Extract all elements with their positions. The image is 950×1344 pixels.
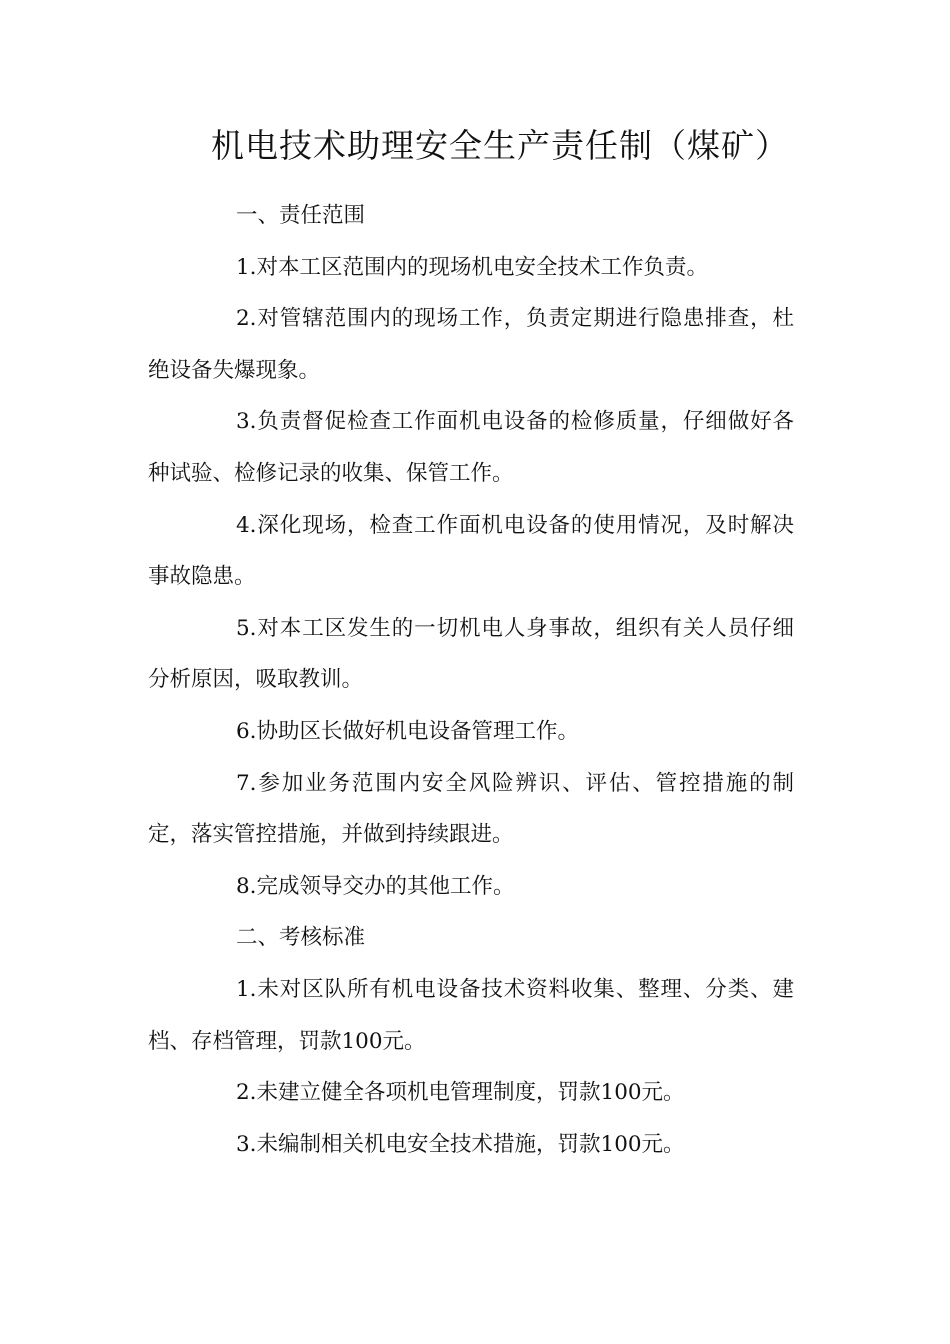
responsibility-item-1: 1.对本工区范围内的现场机电安全技术工作负责。	[236, 254, 709, 280]
document-title: 机电技术助理安全生产责任制（煤矿）	[211, 126, 789, 165]
responsibility-item-3: 3.负责督促检查工作面机电设备的检修质量，仔细做好各种试验、检修记录的收集、保管工作。	[148, 409, 794, 486]
assessment-item-3: 3.未编制相关机电安全技术措施，罚款100元。	[236, 1131, 685, 1157]
section-heading-responsibility-scope: 一、责任范围	[236, 203, 366, 228]
assessment-item-1: 1.未对区队所有机电设备技术资料收集、整理、分类、建档、存档管理，罚款100元。	[148, 976, 794, 1054]
document-body	[148, 190, 794, 1170]
section-heading-assessment-standards: 二、考核标准	[236, 925, 366, 951]
responsibility-item-8: 8.完成领导交办的其他工作。	[236, 873, 515, 899]
responsibility-item-4: 4.深化现场，检查工作面机电设备的使用情况，及时解决事故隐患。	[148, 512, 794, 590]
responsibility-item-7: 7.参加业务范围内安全风险辨识、评估、管控措施的制定，落实管控措施，并做到持续跟进。	[148, 770, 794, 848]
responsibility-item-5: 5.对本工区发生的一切机电人身事故，组织有关人员仔细分析原因，吸取教训。	[148, 615, 794, 693]
responsibility-item-6: 6.协助区长做好机电设备管理工作。	[236, 718, 580, 744]
responsibility-item-2: 2.对管辖范围内的现场工作，负责定期进行隐患排查，杜绝设备失爆现象。	[148, 306, 794, 383]
assessment-item-2: 2.未建立健全各项机电管理制度，罚款100元。	[236, 1080, 685, 1106]
